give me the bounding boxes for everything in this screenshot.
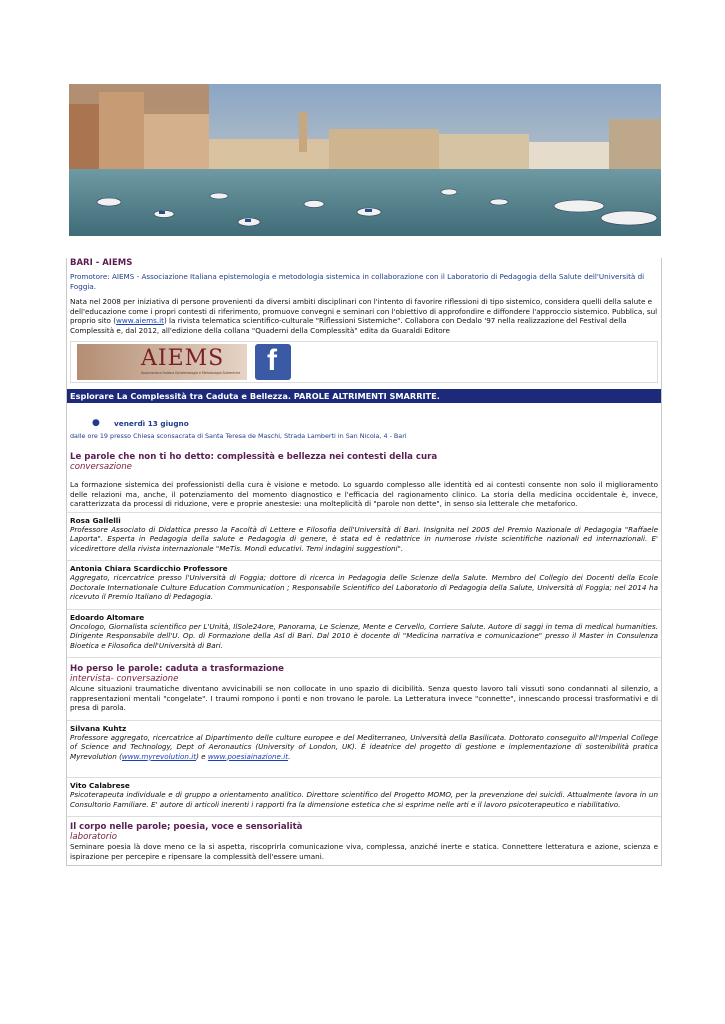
bullet-icon: ● bbox=[92, 418, 100, 428]
poesiainazione-link[interactable]: www.poesiainazione.it bbox=[207, 751, 289, 761]
event-date-row bbox=[70, 419, 658, 428]
aiems-logo-subtitle: Associazione Italiana Epistemologia e Metodologia Sistemiche bbox=[141, 371, 241, 375]
event-date: venerdì 13 giugno bbox=[114, 419, 189, 428]
talk2-title: Ho perso le parole: caduta a trasformazione bbox=[70, 664, 284, 674]
talk2-type: intervista- conversazione bbox=[70, 674, 179, 684]
aiems-logo[interactable] bbox=[77, 344, 247, 380]
myrevolution-link[interactable]: www.myrevolution.it bbox=[121, 751, 197, 761]
intro-paragraph bbox=[70, 297, 658, 335]
talk3-type: laboratorio bbox=[70, 832, 117, 842]
speaker-card bbox=[67, 720, 661, 766]
speaker-bio: Aggregato, ricercatrice presso l'Università di Foggia; dottore di ricerca in Pedagogia delle Scienze della Salute. Membro del Collegio dei Docenti della Ecole Doctorale Internationale Culture Education Communication ; Responsabile Scientifico del Laboratorio di Pedagogia della Salute, Università di Foggia; nel 2014 ha ricevuto il Premio Italiano di Pedagogia. bbox=[70, 573, 658, 601]
talk1-description: La formazione sistemica dei professionisti della cura è visione e metodo. Lo sguardo complesso alle identità ed ai contesti consente non solo il miglioramento delle relazioni ma, anche, il potenziamento del momento diagnostico e l'efficacia del ragionamento clinico. La storia della medicina occidentale è, invece, caratterizzata da processi di riduzione, vere e proprie anestesie: una molteplicità di "parole non dette", in senso sia letterale che metaforico. bbox=[70, 480, 658, 508]
speaker-name: Silvana Kuhtz bbox=[70, 723, 127, 733]
talk1-type: conversazione bbox=[70, 462, 132, 472]
talk3-title: Il corpo nelle parole; poesia, voce e sensorialità bbox=[70, 822, 303, 832]
facebook-glyph: f bbox=[267, 344, 277, 377]
speaker-bio bbox=[70, 733, 658, 762]
speaker-bio-text-2: ) e bbox=[196, 751, 208, 761]
speaker-card bbox=[67, 777, 661, 813]
bari-harbor-banner-image bbox=[69, 84, 661, 236]
speaker-bio-text-1: Professore aggregato, ricercatrice al Dipartimento delle culture europee e del Mediterraneo, Università della Basilicata. Dottorato conseguito all'Imperial College of Science and Technology, Dept of Aeronautics (University of London, UK). É ideatrice del progetto di gestione e implementazione di sostenibilità pratica Myrevolution ( bbox=[70, 732, 658, 761]
intro-text-2: ) la rivista telematica scientifico-culturale "Riflessioni Sistemiche". Collabora con Dedalo '97 nella realizzazione del Festival della Complessità e, dal 2012, all'edizione della collana "Quaderni della Complessità" edita da Guaraldi Editore bbox=[70, 316, 627, 335]
promoter-text: Promotore: AIEMS - Associazione Italiana epistemologia e metodologia sistemica in collaborazione con il Laboratorio di Pedagogia della Salute dell'Università di Foggia. bbox=[70, 272, 645, 291]
speaker-bio: Professore Associato di Didattica presso la Facoltà di Lettere e Filosofia dell'Università di Bari. Insignita nel 2005 del Premio Nazionale di Pedagogia "Raffaele Laporta". Esperta in Pedagogia della salute e Pedagogia di genere, è stata ed è redattrice in numerose riviste scientifiche nazionali ed internazionali. E' vicedirettore della rivista internazionale "MeTis. Mondi educativi. Temi indagini suggestioni". bbox=[70, 524, 658, 553]
speaker-name: Edoardo Altomare bbox=[70, 612, 145, 622]
aiems-logo-text: AIEMS bbox=[141, 346, 225, 371]
aiems-site-link[interactable]: www.aiems.it bbox=[116, 316, 164, 325]
speaker-card bbox=[67, 609, 661, 655]
talk2-section bbox=[67, 657, 661, 717]
talk1-title: Le parole che non ti ho detto: complessità e bellezza nei contesti della cura bbox=[70, 452, 438, 462]
intro-text-1: Nata nel 2008 per iniziativa di persone provenienti da diversi ambiti disciplinari con l'intento di favorire riflessioni di tipo sistemico, considera quelli della salute e dell'educazione come i propri contesti di riferimento, promuove convegni e seminari con l'obiettivo di approfondire e diffondere l'approccio sistemico. Pubblica, sul proprio sito ( bbox=[70, 297, 658, 325]
speaker-card bbox=[67, 512, 661, 558]
talk3-description: Seminare poesia là dove meno ce la si aspetta, riscoprirla comunicazione viva, complessa, anziché inerte e statica. Connettere letteratura e azione, scienza e ispirazione per percepire e ripensare la complessità dell'essere umani. bbox=[70, 842, 658, 861]
speaker-name: Vito Calabrese bbox=[70, 781, 130, 790]
page-title: BARI - AIEMS bbox=[70, 258, 133, 268]
facebook-icon[interactable] bbox=[255, 344, 291, 380]
page bbox=[66, 84, 662, 866]
talk2-description: Alcune situazioni traumatiche diventano avvicinabili se non collocate in uno spazio di dicibilità. Senza questo lavoro tali vissuti sono condannati al silenzio, a rappresentazioni mentali "congelate". I traumi rompono i ponti e non trovano le parole. La Letteratura invece "connette", innescando processi trasformativi e di presa di parola. bbox=[70, 684, 658, 712]
content-frame bbox=[66, 258, 662, 866]
speaker-bio-text-3: . bbox=[288, 751, 291, 761]
speaker-bio: Oncologo, Giornalista scientifico per L'Unità, IlSole24ore, Panorama, Le Scienze, Mente e Cervello, Corriere Salute. Autore di saggi in tema di medical humanities. Dirigente Responsabile dell'U. Op. di Formazione della Asl di Bari. Dal 2010 è docente di "Medicina narrativa e comunicazione" presso il Master in Consulenza Bioetica e Filosofica dell'Università di Bari. bbox=[70, 621, 658, 650]
speaker-name: Antonia Chiara Scardicchio Professore bbox=[70, 564, 228, 573]
speaker-name: Rosa Gallelli bbox=[70, 515, 121, 525]
speaker-bio: Psicoterapeuta individuale e di gruppo a orientamento analitico. Direttore scientifico del Progetto MOMO, per la prevenzione dei suicidi. Attualmente lavora in un Consultorio Familiare. E' autore di articoli inerenti i rapporti fra la dimensione estetica che si esprime nelle arti e il lavoro psicoterapeutico e riabilitativo. bbox=[70, 790, 658, 809]
speaker-card bbox=[67, 560, 661, 606]
harbor-illustration bbox=[69, 84, 661, 236]
section-heading-bar: Esplorare La Complessità tra Caduta e Bellezza. PAROLE ALTRIMENTI SMARRITE. bbox=[67, 389, 661, 403]
event-location: dalle ore 19 presso Chiesa sconsacrata di Santa Teresa de Maschi, Strada Lamberti in San Nicola, 4 - Bari bbox=[70, 432, 407, 440]
talk3-section bbox=[67, 816, 661, 865]
logos-strip bbox=[70, 341, 658, 383]
